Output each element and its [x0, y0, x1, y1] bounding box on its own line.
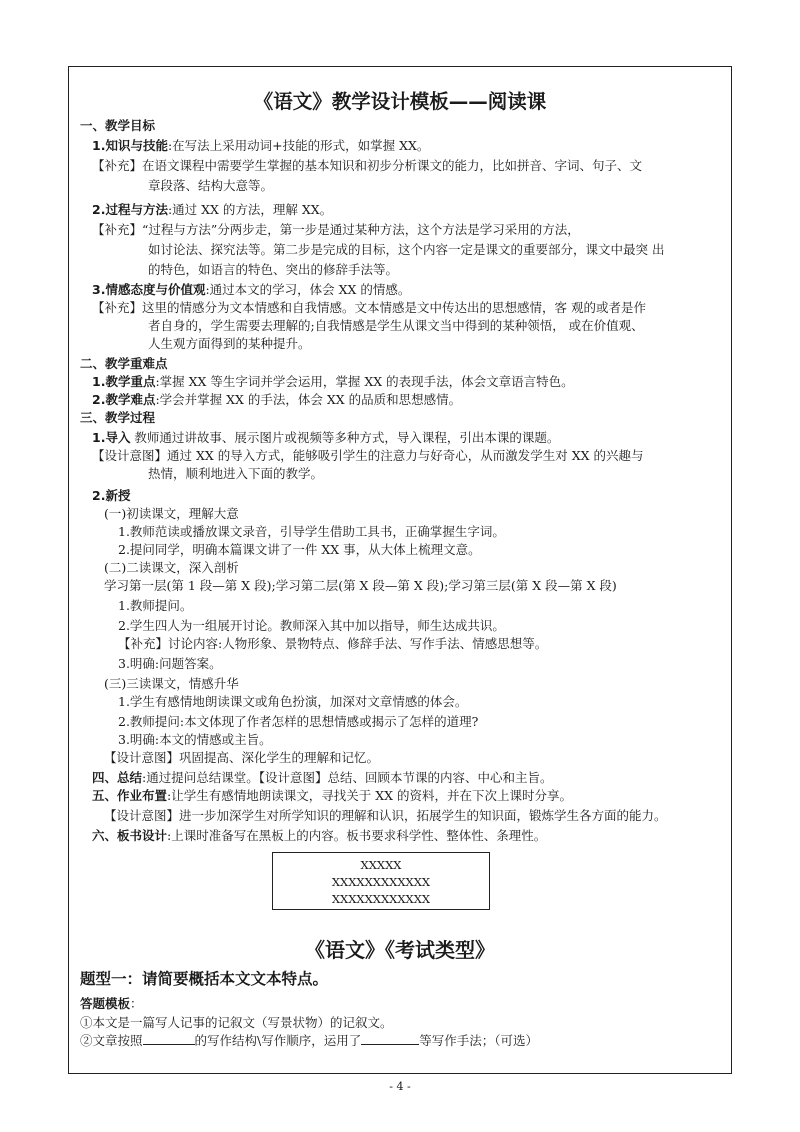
new-lesson-label: 2.新授 [92, 488, 131, 503]
knowledge-supplement-1: 【补充】在语文课程中需要学生掌握的基本知识和初步分析课文的能力，比如拼音、字词、句子、文 [92, 158, 643, 173]
process-method-line [92, 200, 332, 220]
introduction-line [92, 428, 559, 448]
summary-line [92, 768, 552, 788]
answer-line-2-part-c: 等写作手法；（可选） [419, 1033, 538, 1048]
blackboard-line-2: XXXXXXXXXXXX [331, 875, 431, 889]
process-method-label: 2.过程与方法 [92, 202, 168, 217]
answer-line-2 [80, 1031, 538, 1051]
reading-one-item-2: 2.提问同学，明确本篇课文讲了一件 XX 事，从大体上梳理文意。 [118, 542, 481, 557]
blank-structure[interactable] [143, 1031, 195, 1045]
summary-label: 四、总结 [92, 770, 143, 785]
board-design-label: 六、板书设计 [92, 828, 168, 843]
emotion-supplement-1: 【补充】这里的情感分为文本情感和自我情感。文本情感是文中传达出的思想感情，客 观的或者是作 [92, 300, 646, 315]
reading-three-heading: (三)三读课文，情感升华 [104, 676, 239, 691]
key-point-line [92, 372, 574, 392]
difficulty-line [92, 390, 461, 410]
key-point-text: :掌握 XX 等生字词并学会运用，掌握 XX 的表现手法，体会文章语言特色。 [155, 374, 574, 389]
page-number: - 4 - [389, 1080, 411, 1093]
knowledge-skills-text: :在写法上采用动词+技能的形式，如掌握 XX。 [167, 138, 430, 153]
homework-design: 【设计意图】进一步加深学生对所学知识的理解和认识，拓展学生的知识面，锻炼学生各方面的能力。 [104, 808, 667, 823]
summary-text: :通过提问总结课堂。【设计意图】总结、回顾本节课的内容、中心和主旨。 [142, 770, 553, 785]
reading-three-design: 【设计意图】巩固提高、深化学生的理解和记忆。 [104, 750, 380, 765]
page-title: 《语文》教学设计模板——阅读课 [253, 90, 547, 113]
exam-title: 《语文》《考试类型》 [305, 938, 495, 962]
answer-template-label: 答题模板 [80, 996, 131, 1011]
homework-text: :让学生有感情地朗读课文，寻找关于 XX 的资料，并在下次上课时分享。 [167, 788, 572, 803]
difficulty-label: 2.教学难点 [92, 392, 156, 407]
answer-line-2-part-b: 的写作结构\写作顺序，运用了 [194, 1033, 362, 1048]
reading-three-item-2: 2.教师提问:本文体现了作者怎样的思想情感或揭示了怎样的道理? [118, 714, 479, 729]
process-method-text: :通过 XX 的方法，理解 XX。 [167, 202, 333, 217]
reading-two-item-1: 1.教师提问。 [118, 598, 193, 613]
answer-line-2-part-a: ②文章按照 [80, 1033, 143, 1048]
answer-template-heading [80, 994, 143, 1014]
knowledge-skills-label: 1.知识与技能 [92, 138, 168, 153]
difficulty-text: :学会并掌握 XX 的手法，体会 XX 的品质和思想感情。 [155, 392, 462, 407]
board-design-text: :上课时准备写在黑板上的内容。板书要求科学性、整体性、条理性。 [167, 828, 547, 843]
key-point-label: 1.教学重点 [92, 374, 156, 389]
reading-two-item-2: 2.学生四人为一组展开讨论。教师深入其中加以指导，师生达成共识。 [118, 618, 505, 633]
section-heading-keypoints: 二、教学重难点 [80, 356, 168, 371]
reading-two-item-3: 3.明确:问题答案。 [118, 656, 222, 671]
blackboard-line-3: XXXXXXXXXXXX [331, 892, 431, 906]
process-supplement-1: 【补充】“过程与方法”分两步走，第一步是通过某种方法，这个方法是学习采用的方法， [92, 222, 580, 237]
board-design-line [92, 826, 546, 846]
introduction-label: 1.导入 [92, 430, 131, 445]
homework-line [92, 786, 572, 806]
answer-line-1: ①本文是一篇写人记事的记叙文（写景状物）的记叙文。 [80, 1015, 393, 1030]
reading-three-item-1: 1.学生有感情地朗读课文或角色扮演，加深对文章情感的体会。 [118, 694, 468, 709]
emotion-values-text: :通过本文的学习，体会 XX 的情感。 [205, 282, 411, 297]
reading-two-supplement: 【补充】讨论内容:人物形象、景物特点、修辞手法、写作手法、情感思想等。 [118, 636, 548, 651]
emotion-values-label: 3.情感态度与价值观 [92, 282, 206, 297]
answer-template-colon: ： [130, 996, 143, 1011]
introduction-design-2: 热情，顺利地进入下面的教学。 [148, 466, 324, 481]
section-heading-objectives: 一、教学目标 [80, 118, 156, 133]
blackboard-box [272, 852, 490, 910]
homework-label: 五、作业布置 [92, 788, 168, 803]
blank-technique[interactable] [361, 1031, 419, 1045]
section-heading-process: 三、教学过程 [80, 410, 156, 425]
knowledge-supplement-2: 章段落、结构大意等。 [148, 178, 274, 193]
question-type-1: 题型一：请简要概括本文文本特点。 [80, 970, 329, 988]
introduction-text: 教师通过讲故事、展示图片或视频等多种方式，导入课程，引出本课的课题。 [130, 430, 560, 445]
reading-two-layers: 学习第一层(第 1 段—第 X 段);学习第二层(第 X 段—第 X 段);学习第三层(第 X 段—第 X 段) [104, 578, 617, 593]
introduction-design-1: 【设计意图】通过 XX 的导入方式，能够吸引学生的注意力与好奇心，从而激发学生对 XX 的兴趣与 [92, 448, 644, 463]
emotion-supplement-3: 人生观方面得到的某种提升。 [148, 336, 311, 351]
emotion-values-line [92, 280, 410, 300]
process-supplement-3: 的特色，如语言的特色、突出的修辞手法等。 [148, 262, 399, 277]
reading-one-heading: (一)初读课文，理解大意 [104, 506, 239, 521]
emotion-supplement-2: 者自身的，学生需要去理解的;自我情感是学生从课文当中得到的某种领悟， 或在价值观、 [148, 318, 644, 333]
knowledge-skills-line [92, 136, 429, 156]
reading-one-item-1: 1.教师范读或播放课文录音，引导学生借助工具书，正确掌握生字词。 [118, 524, 505, 539]
blackboard-line-1: XXXXX [360, 858, 402, 872]
reading-three-item-3: 3.明确:本文的情感或主旨。 [118, 732, 272, 747]
process-supplement-2: 如讨论法、探究法等。第二步是完成的目标，这个内容一定是课文的重要部分，课文中最突 出 [148, 242, 665, 257]
reading-two-heading: (二)二读课文，深入剖析 [104, 560, 239, 575]
